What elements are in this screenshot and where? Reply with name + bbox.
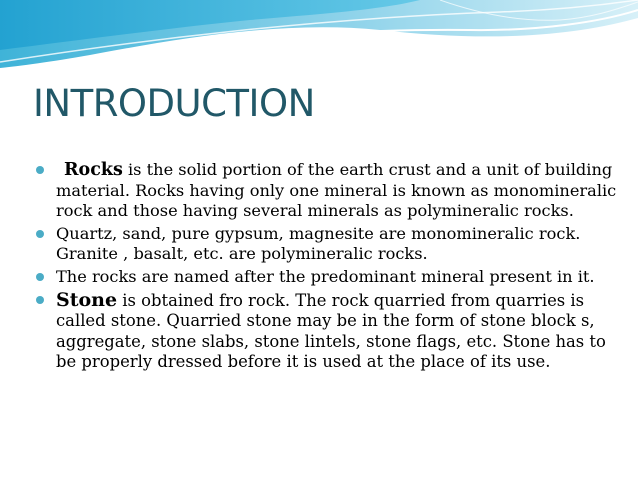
bullet-list (36, 160, 626, 375)
bullet-lead: Rocks (64, 160, 123, 180)
bullet-icon (36, 273, 44, 281)
bullet-icon (36, 166, 44, 174)
bullet-item-stone (36, 290, 626, 373)
bullet-item-naming (36, 267, 626, 288)
bullet-icon (36, 230, 44, 238)
bullet-item-monomineralic (36, 224, 626, 265)
bullet-text: is the solid portion of the earth crust and a unit of building material. Rocks having only one mineral is known as monomineralic rock and those having several minerals as polymineralic rocks. (56, 160, 617, 221)
header-wave-decoration (0, 0, 638, 80)
bullet-text: Quartz, sand, pure gypsum, magnesite are monomineralic rock. Granite , basalt, etc. are polymineralic rocks. (56, 223, 581, 264)
bullet-icon (36, 296, 44, 304)
bullet-text: is obtained fro rock. The rock quarried from quarries is called stone. Quarried stone may be in the form of stone block s, aggregate, stone slabs, stone lintels, stone flags, etc. Stone has to be properly dressed before it is used at the place of its use. (56, 290, 606, 372)
bullet-text: The rocks are named after the predominant mineral present in it. (56, 266, 595, 286)
slide-title: INTRODUCTION (33, 82, 315, 125)
bullet-item-rocks (36, 160, 626, 222)
bullet-lead: Stone (56, 288, 118, 311)
